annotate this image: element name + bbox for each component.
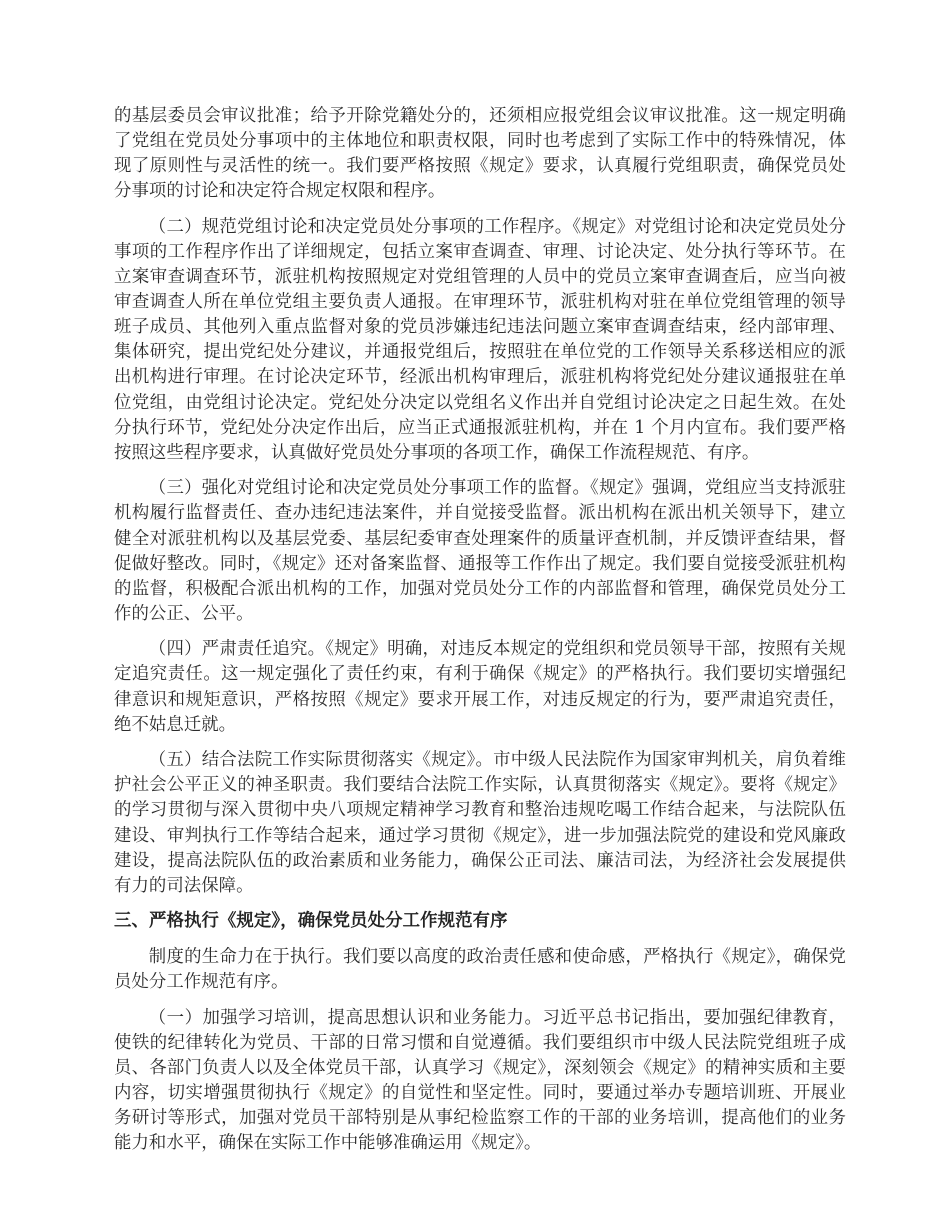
document-text-body	[114, 104, 846, 1156]
paragraph-section-three: （三）强化对党组讨论和决定党员处分事项工作的监督。《规定》强调，党组应当支持派驻机构履行监督责任、查办违纪违法案件，并自觉接受监督。派出机构在派出机关领导下，建立健全对派驻机构以及基层党委、基层纪委审查处理案件的质量评查机制，并反馈评查结果，督促做好整改。同时，《规定》还对备案监督、通报等工作作出了规定。我们要自觉接受派驻机构的监督，积极配合派出机构的工作，加强对党员处分工作的内部监督和管理，确保党员处分工作的公正、公平。	[114, 478, 846, 624]
paragraph-section-three-intro: 制度的生命力在于执行。我们要以高度的政治责任感和使命感，严格执行《规定》，确保党员处分工作规范有序。	[114, 946, 846, 992]
paragraph-subsection-one: （一）加强学习培训，提高思想认识和业务能力。习近平总书记指出，要加强纪律教育，使铁的纪律转化为党员、干部的日常习惯和自觉遵循。我们要组织市中级人民法院党组班子成员、各部门负责人以及全体党员干部，认真学习《规定》，深刻领会《规定》的精神实质和主要内容，切实增强贯彻执行《规定》的自觉性和坚定性。同时，要通过举办专题培训班、开展业务研讨等形式，加强对党员干部特别是从事纪检监察工作的干部的业务培训，提高他们的业务能力和水平，确保在实际工作中能够准确运用《规定》。	[114, 1007, 846, 1154]
paragraph-section-two: （二）规范党组讨论和决定党员处分事项的工作程序。《规定》对党组讨论和决定党员处分事项的工作程序作出了详细规定，包括立案审查调查、审理、讨论决定、处分执行等环节。在立案审查调查环节，派驻机构按照规定对党组管理的人员中的党员立案审查调查后，应当向被审查调查人所在单位党组主要负责人通报。在审理环节，派驻机构对驻在单位党组管理的领导班子成员、其他列入重点监督对象的党员涉嫌违纪违法问题立案审查调查结束，经内部审理、集体研究，提出党纪处分建议，并通报党组后，按照驻在单位党的工作领导关系移送相应的派出机构进行审理。在讨论决定环节，经派出机构审理后，派驻机构将党纪处分建议通报驻在单位党组，由党组讨论决定。党纪处分决定以党组名义作出并自党组讨论决定之日起生效。在处分执行环节，党纪处分决定作出后，应当正式通报派驻机构，并在 1 个月内宣布。我们要严格按照这些程序要求，认真做好党员处分事项的各项工作，确保工作流程规范、有序。	[114, 216, 846, 463]
paragraph-continued-from-previous-page: 的基层委员会审议批准；给予开除党籍处分的，还须相应报党组会议审议批准。这一规定明确了党组在党员处分事项中的主体地位和职责权限，同时也考虑到了实际工作中的特殊情况，体现了原则性与灵活性的统一。我们要严格按照《规定》要求，认真履行党组职责，确保党员处分事项的讨论和决定符合规定权限和程序。	[114, 106, 846, 202]
paragraph-section-four: （四）严肃责任追究。《规定》明确，对违反本规定的党组织和党员领导干部，按照有关规定追究责任。这一规定强化了责任约束，有利于确保《规定》的严格执行。我们要切实增强纪律意识和规矩意识，严格按照《规定》要求开展工作，对违反规定的行为，要严肃追究责任，绝不姑息迁就。	[114, 639, 846, 735]
section-heading-three: 三、严格执行《规定》，确保党员处分工作规范有序	[114, 911, 508, 932]
paragraph-section-five: （五）结合法院工作实际贯彻落实《规定》。市中级人民法院作为国家审判机关，肩负着维护社会公平正义的神圣职责。我们要结合法院工作实际，认真贯彻落实《规定》。要将《规定》的学习贯彻与深入贯彻中央八项规定精神学习教育和整治违规吃喝工作结合起来，与法院队伍建设、审判执行工作等结合起来，通过学习贯彻《规定》，进一步加强法院党的建设和党风廉政建设，提高法院队伍的政治素质和业务能力，确保公正司法、廉洁司法，为经济社会发展提供有力的司法保障。	[114, 750, 846, 896]
